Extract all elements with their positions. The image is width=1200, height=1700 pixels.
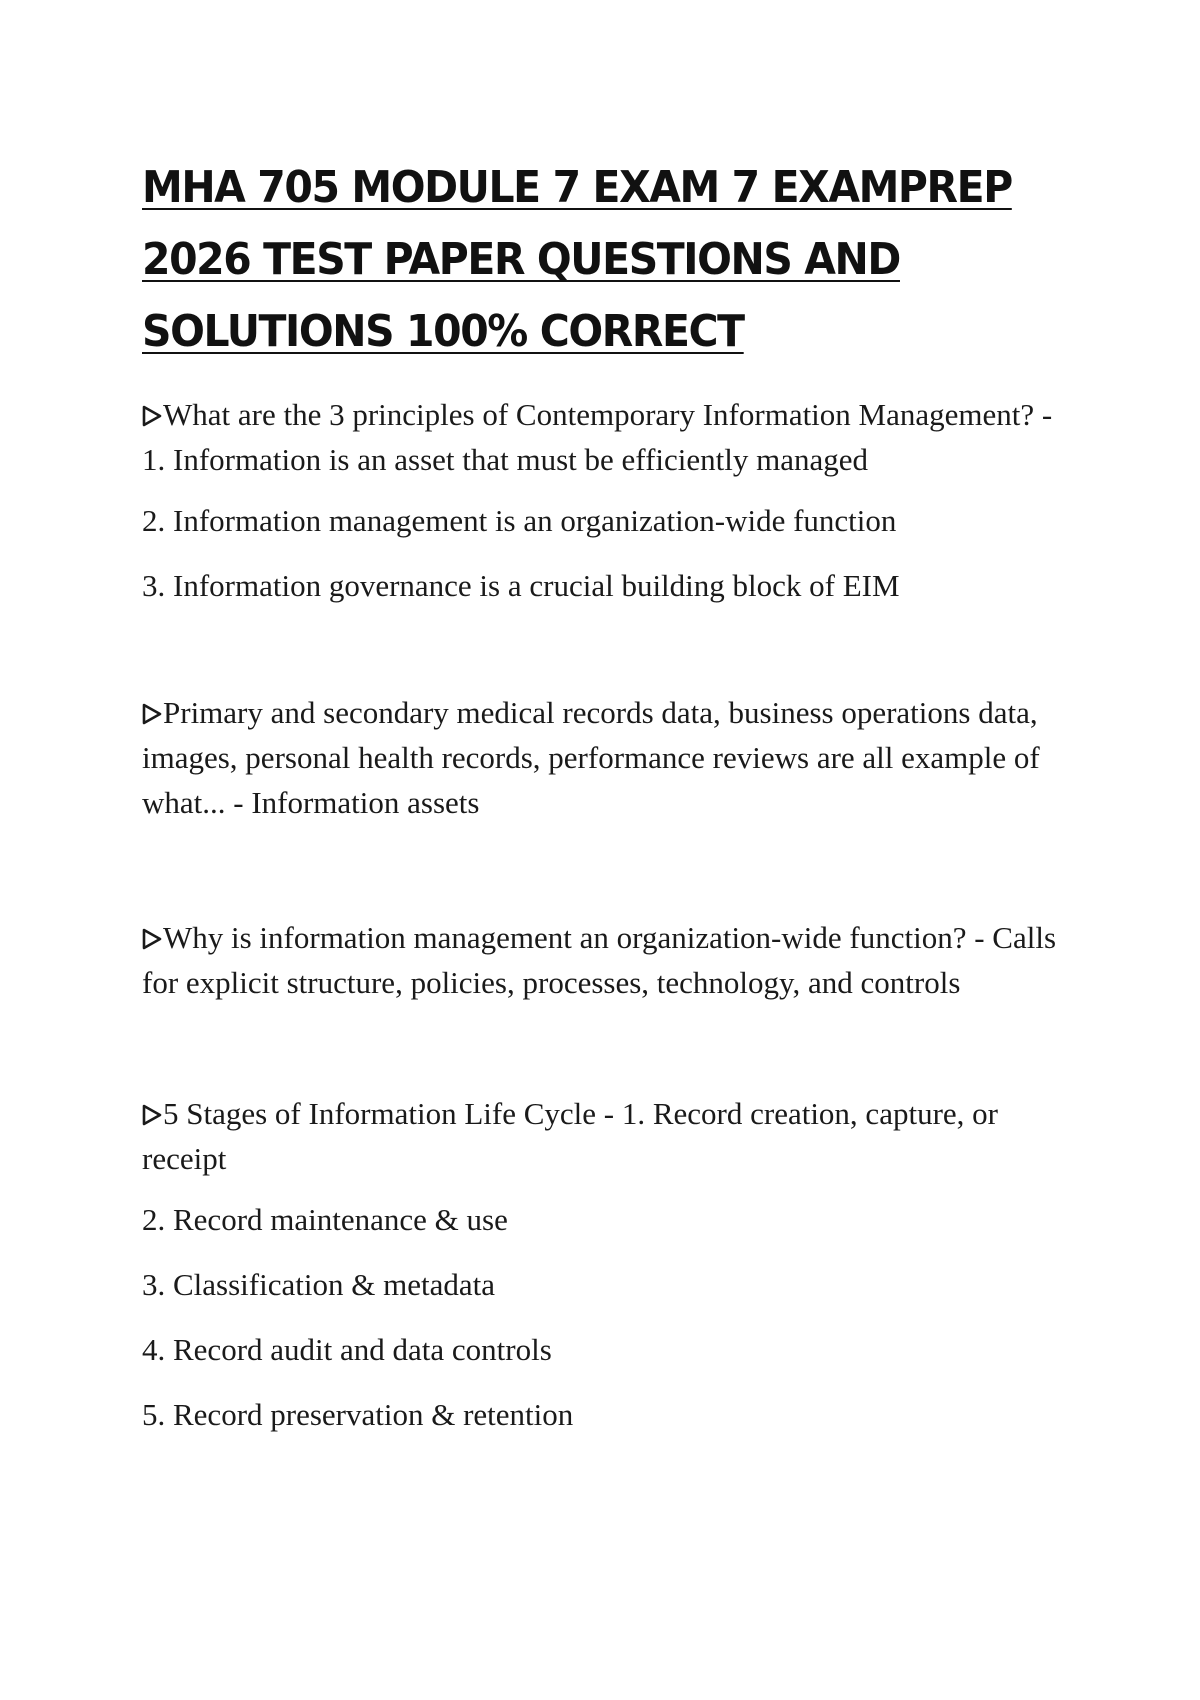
- qa-continuation-line: 5. Record preservation & retention: [142, 1397, 574, 1432]
- qa-text: 5 Stages of Information Life Cycle - 1. Record creation, capture, or receipt: [142, 1096, 998, 1176]
- qa-text: Primary and secondary medical records data, business operations data, images, personal health records, performance reviews are all example of what... - Information assets: [142, 695, 1040, 820]
- qa-continuation-line: 3. Classification & metadata: [142, 1267, 495, 1302]
- qa-item-3: [142, 915, 1072, 1005]
- document-title: MHA 705 MODULE 7 EXAM 7 EXAMPREP 2026 TEST PAPER QUESTIONS AND SOLUTIONS 100% CORRECT: [142, 162, 1012, 357]
- qa-question-4: [142, 1091, 1072, 1181]
- qa-item-4: [142, 1091, 1072, 1437]
- triangle-arrow-icon: [142, 1104, 162, 1126]
- qa-text: What are the 3 principles of Contemporary Information Management? - 1. Information is an asset that must be efficiently managed: [142, 397, 1053, 477]
- triangle-arrow-icon: [142, 928, 162, 950]
- qa-continuation-line: 3. Information governance is a crucial building block of EIM: [142, 568, 900, 603]
- qa-text: Why is information management an organization-wide function? - Calls for explicit structure, policies, processes, technology, and controls: [142, 920, 1057, 1000]
- spacer: [142, 1021, 1072, 1091]
- qa-continuation-line: 2. Information management is an organization-wide function: [142, 503, 897, 538]
- document-content: [142, 152, 1072, 1457]
- qa-question-2: [142, 690, 1072, 825]
- spacer: [142, 841, 1072, 915]
- spacer: [142, 628, 1072, 690]
- triangle-arrow-icon: [142, 405, 162, 427]
- qa-continuation-line: 4. Record audit and data controls: [142, 1332, 552, 1367]
- qa-item-2: [142, 690, 1072, 825]
- qa-item-1: [142, 392, 1072, 608]
- triangle-arrow-icon: [142, 703, 162, 725]
- qa-continuation-line: 2. Record maintenance & use: [142, 1202, 508, 1237]
- qa-question-3: [142, 915, 1072, 1005]
- qa-question-1: [142, 392, 1072, 482]
